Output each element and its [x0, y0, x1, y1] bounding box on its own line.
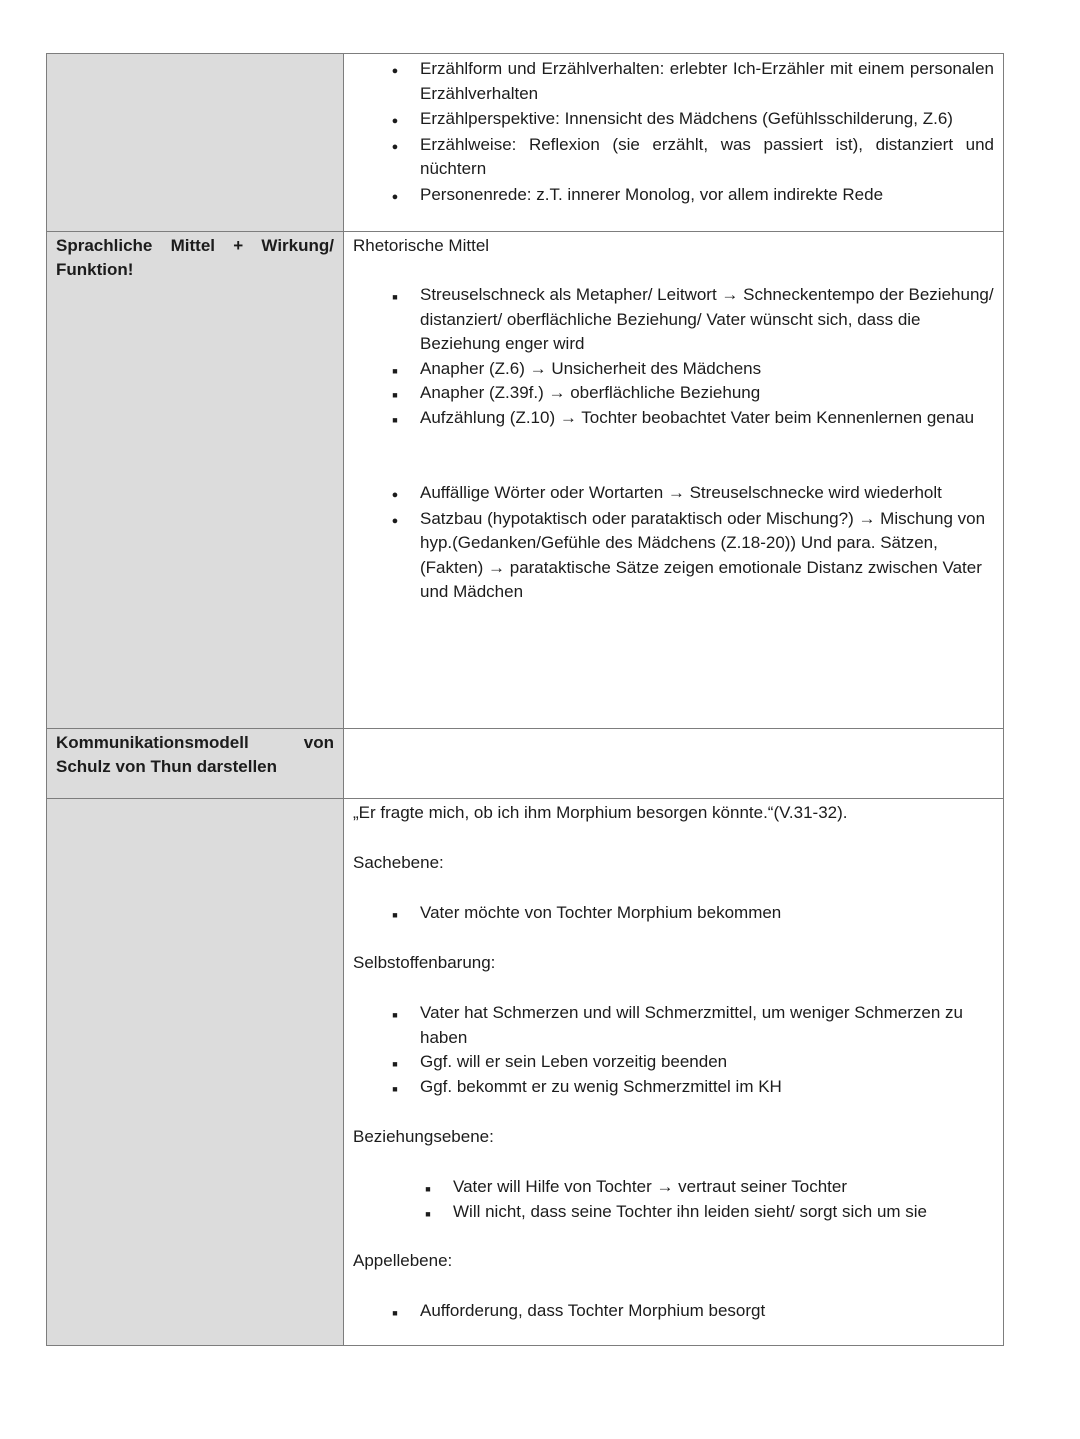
sachebene-heading: Sachebene: [353, 853, 444, 872]
bullet-icon [389, 406, 401, 433]
row-content-cell [344, 54, 1003, 231]
list-item: ● Erzählform und Erzählverhalten: erlebter Ich-Erzähler mit einem personalen Erzählverhalten [420, 57, 994, 106]
selbstoffenbarung-list [420, 1001, 995, 1099]
list-item: ● Erzählweise: Reflexion (sie erzählt, was passiert ist), distanziert und nüchtern [420, 133, 994, 182]
row-label-cell [47, 799, 344, 1345]
list-item: ● Erzählperspektive: Innensicht des Mädchens (Gefühlsschilderung, Z.6) [420, 107, 994, 132]
analysis-table [46, 53, 1004, 1346]
list-item: ■ Will nicht, dass seine Tochter ihn leiden sieht/ sorgt sich um sie [453, 1200, 998, 1225]
list-item: ■ Aufzählung (Z.10) → Tochter beobachtet Vater beim Kennenlernen genau [420, 406, 995, 431]
list-item: ● Satzbau (hypotaktisch oder parataktisch oder Mischung?) → Mischung von hyp.(Gedanken/Gefühle des Mädchens (Z.18-20)) Und para. Sätzen, (Fakten) → parataktische Sätze zeigen emotionale Distanz zwischen Vater und Mädchen [420, 507, 995, 605]
bullet-icon [389, 1050, 401, 1077]
bullet-icon [389, 57, 401, 84]
list-item: ■ Ggf. will er sein Leben vorzeitig beenden [420, 1050, 995, 1075]
bullet-icon [422, 1200, 434, 1227]
beziehungsebene-heading: Beziehungsebene: [353, 1127, 494, 1146]
list-item: ■ Streuselschneck als Metapher/ Leitwort → Schneckentempo der Beziehung/ distanziert/ oberflächliche Beziehung/ Vater wünscht sich, dass die Beziehung enger wird [420, 283, 995, 357]
bullet-icon [389, 381, 401, 408]
row-content-cell [344, 232, 1003, 728]
sachebene-list [420, 901, 995, 926]
erzaehl-list [420, 57, 994, 207]
bullet-icon [389, 1299, 401, 1326]
bullet-icon [389, 1001, 401, 1028]
bullet-icon [389, 901, 401, 928]
rhetorik-list [420, 283, 995, 430]
table-row [47, 729, 1003, 799]
appellebene-heading: Appellebene: [353, 1251, 453, 1270]
list-item: ■ Ggf. bekommt er zu wenig Schmerzmittel im KH [420, 1075, 995, 1100]
list-item: ■ Vater hat Schmerzen und will Schmerzmittel, um weniger Schmerzen zu haben [420, 1001, 995, 1050]
row-label-cell [47, 54, 344, 231]
bullet-icon [389, 183, 401, 210]
bullet-icon [389, 507, 401, 534]
row-label-sprachliche-mittel: Sprachliche Mittel + Wirkung/ Funktion! [56, 236, 334, 279]
appellebene-list [420, 1299, 995, 1324]
row-content-cell [344, 799, 1003, 1345]
table-row [47, 799, 1003, 1345]
weitere-mittel-list [420, 481, 995, 605]
table-row [47, 232, 1003, 729]
list-item: ■ Anapher (Z.39f.) → oberflächliche Beziehung [420, 381, 995, 406]
table-row [47, 54, 1003, 232]
bullet-icon [389, 283, 401, 310]
list-item: ■ Vater will Hilfe von Tochter → vertraut seiner Tochter [453, 1175, 998, 1200]
selbstoffenbarung-heading: Selbstoffenbarung: [353, 953, 496, 972]
bullet-icon [389, 133, 401, 160]
heading-rhetorische-mittel: Rhetorische Mittel [353, 236, 490, 255]
row-label-cell [47, 729, 344, 798]
beziehungsebene-list [453, 1175, 998, 1224]
row-label-kommunikationsmodell: Kommunikationsmodell von Schulz von Thun darstellen [56, 733, 334, 776]
bullet-icon [389, 481, 401, 508]
row-label-cell [47, 232, 344, 728]
list-item: ● Personenrede: z.T. innerer Monolog, vor allem indirekte Rede [420, 183, 994, 208]
quote-text: „Er fragte mich, ob ich ihm Morphium besorgen könnte.“(V.31-32). [353, 803, 848, 822]
list-item: ■ Anapher (Z.6) → Unsicherheit des Mädchens [420, 357, 995, 382]
row-content-cell [344, 729, 1003, 798]
bullet-icon [389, 107, 401, 134]
bullet-icon [422, 1175, 434, 1202]
list-item: ■ Vater möchte von Tochter Morphium bekommen [420, 901, 995, 926]
bullet-icon [389, 1075, 401, 1102]
bullet-icon [389, 357, 401, 384]
list-item: ● Auffällige Wörter oder Wortarten → Streuselschnecke wird wiederholt [420, 481, 995, 506]
list-item: ■ Aufforderung, dass Tochter Morphium besorgt [420, 1299, 995, 1324]
